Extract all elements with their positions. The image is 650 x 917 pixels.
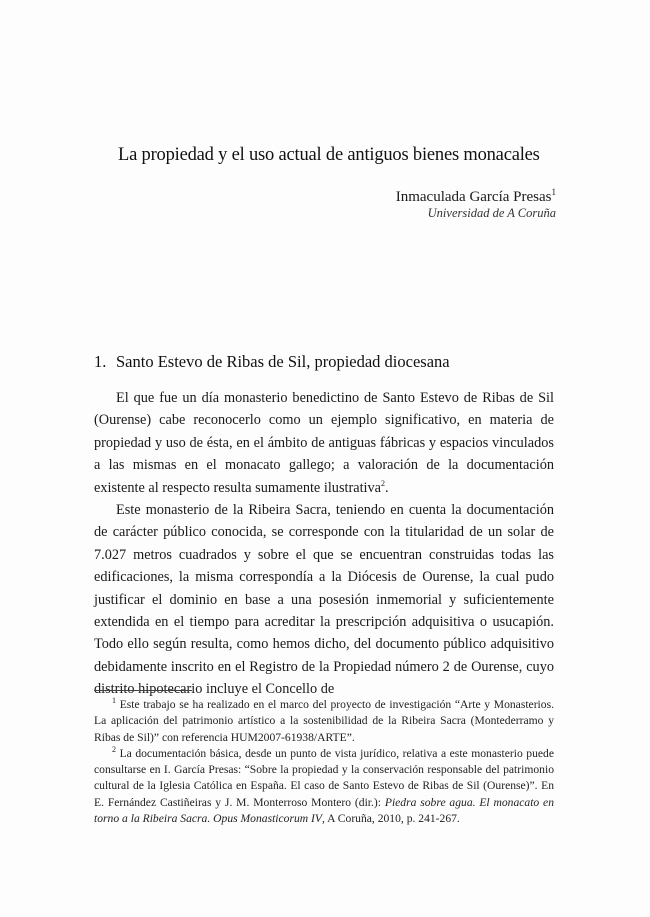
footnote bbox=[94, 746, 554, 827]
footnote bbox=[94, 697, 554, 746]
footnote-divider bbox=[94, 690, 192, 691]
author-name: Inmaculada García Presas bbox=[395, 189, 552, 205]
section-heading bbox=[94, 352, 450, 372]
footnote-ref: 2 bbox=[381, 478, 386, 488]
author-affiliation: Universidad de A Coruña bbox=[427, 206, 556, 220]
body-text bbox=[94, 387, 554, 701]
footnote-book-title: Piedra sobre agua. El monacato en torno a la Ribeira Sacra. Opus Monasticorum IV bbox=[94, 795, 554, 826]
section-number: 1. bbox=[94, 352, 107, 371]
paragraph bbox=[94, 387, 554, 499]
author-footnote-mark: 1 bbox=[551, 187, 556, 197]
footnote-text: Este trabajo se ha realizado en el marco del proyecto de investigación “Arte y Monasterios. La aplicación del patrimonio artístico a la sostenibilidad de la Ribeira Sacra (Montederramo y Ribas de Sil)” con referencia HUM2007-61938/ARTE”. bbox=[94, 698, 554, 744]
section-title: Santo Estevo de Ribas de Sil, propiedad diocesana bbox=[116, 352, 450, 371]
footnote-text-end: , A Coruña, 2010, p. 241-267. bbox=[322, 812, 460, 826]
article-title: La propiedad y el uso actual de antiguos bienes monacales bbox=[118, 145, 540, 165]
footnotes bbox=[94, 697, 554, 827]
footnote-text: La documentación básica, desde un punto de vista jurídico, relativa a este monasterio puede consultarse en I. García Presas: “Sobre la propiedad y la conservación responsable del patrimonio cultural de la Iglesia Católica en España. El caso de Santo Estevo de Ribas de Sil (Ourense)”. En E. Fernández Castiñeiras y J. M. Monterroso Montero (dir.): bbox=[94, 746, 554, 809]
footnote-mark: 1 bbox=[112, 696, 116, 706]
paragraph bbox=[94, 499, 554, 701]
author-line bbox=[396, 187, 556, 206]
paragraph-text: Este monasterio de la Ribeira Sacra, teniendo en cuenta la documentación de carácter público conocida, se corresponde con la titularidad de un solar de 7.027 metros cuadrados y sobre el que se encuentran construidas todas las edificaciones, la misma correspondía a la Diócesis de Ourense, la cual pudo justificar el dominio en base a una posesión inmemorial y suficientemente extendida en el tiempo para acreditar la prescripción adquisitiva o usucapión. Todo ello según resulta, como hemos dicho, del documento público adquisitivo debidamente inscrito en el Registro de la Propiedad número 2 de Ourense, cuyo distrito hipotecario incluye el Concello de bbox=[94, 502, 554, 698]
footnote-mark: 2 bbox=[112, 745, 116, 755]
paragraph-end: . bbox=[385, 479, 389, 496]
paragraph-text: El que fue un día monasterio benedictino de Santo Estevo de Ribas de Sil (Ourense) cabe reconocerlo como un ejemplo significativo, en materia de propiedad y uso de ésta, en el ámbito de antiguas fábricas y espacios vinculados a las mismas en el monacato gallego; a valoración de la documentación existente al respecto resulta sumamente ilustrativa bbox=[94, 390, 554, 496]
